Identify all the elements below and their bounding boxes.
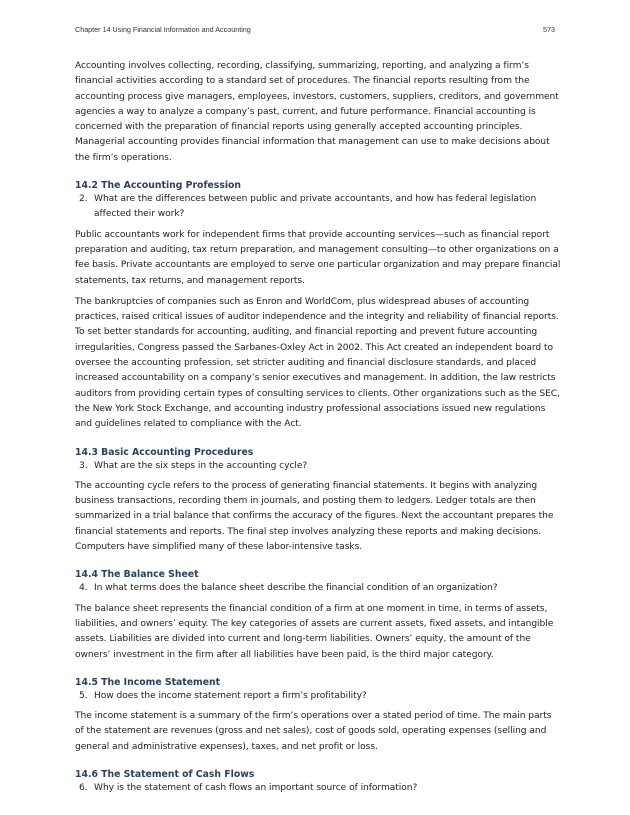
question-number: 3. <box>79 460 88 471</box>
review-question <box>75 192 561 223</box>
question-text: What are the six steps in the accounting cycle? <box>94 460 308 471</box>
question-text: What are the differences between public and private accountants, and how has federal legislation affected their work? <box>94 194 537 220</box>
section-heading: 14.4 The Balance Sheet <box>75 569 199 581</box>
section-balance-sheet <box>75 568 561 662</box>
section-heading: 14.2 The Accounting Profession <box>75 180 242 192</box>
section-heading: 14.3 Basic Accounting Procedures <box>75 446 254 458</box>
intro-paragraph: Accounting involves collecting, recording, classifying, summarizing, reporting, and analyzing a firm’s financial activities according to a standard set of procedures. The financial reports resulting from the accounting process give managers, employees, investors, customers, suppliers, creditors, and government agencies a way to analyze a company’s past, current, and future performance. Financial accounting is concerned with the preparation of financial reports using generally accepted accounting principles. Managerial accounting provides financial information that management can use to make decisions about the firm’s operations. <box>75 61 559 163</box>
answer-paragraph: The income statement is a summary of the firm’s operations over a stated period of time. The main parts of the statement are revenues (gross and net sales), cost of goods sold, operating expenses (selling and general and administrative expenses), taxes, and net profit or loss. <box>75 711 552 752</box>
question-text: In what terms does the balance sheet describe the financial condition of an organization? <box>94 583 498 594</box>
review-question <box>75 459 561 474</box>
section-income-statement <box>75 676 561 755</box>
review-question <box>75 581 561 596</box>
section-heading: 14.5 The Income Statement <box>75 676 221 688</box>
section-accounting-profession <box>75 179 561 432</box>
answer-paragraph: The balance sheet represents the financial condition of a firm at one moment in time, in terms of assets, liabilities, and owners’ equity. The key categories of assets are current assets, fixed assets, and intangible assets. Liabilities are divided into current and long-term liabilities. Owners’ equity, the amount of the owners’ investment in the firm after all liabilities have been paid, is the third major category. <box>75 603 554 660</box>
question-text: Why is the statement of cash flows an important source of information? <box>94 782 418 793</box>
section-statement-of-cash-flows <box>75 768 561 796</box>
question-text: How does the income statement report a firm’s profitability? <box>94 690 367 701</box>
running-header <box>75 25 555 37</box>
chapter-title: Chapter 14 Using Financial Information and Accounting <box>75 25 251 34</box>
question-number: 6. <box>79 782 88 793</box>
question-number: 5. <box>79 690 88 701</box>
page-number: 573 <box>543 25 555 34</box>
section-basic-accounting-procedures <box>75 446 561 556</box>
question-number: 2. <box>79 194 88 205</box>
review-question <box>75 781 561 796</box>
question-number: 4. <box>79 583 88 594</box>
review-question <box>75 689 561 704</box>
page-body <box>75 59 561 801</box>
section-heading: 14.6 The Statement of Cash Flows <box>75 768 255 780</box>
answer-paragraph: Public accountants work for independent firms that provide accounting services—such as financial report preparation and auditing, tax return preparation, and management consulting—to other organizations on a fee basis. Private accountants are employed to serve one particular organization and may prepare financial statements, tax returns, and management reports. <box>75 229 561 286</box>
answer-paragraph: The bankruptcies of companies such as Enron and WorldCom, plus widespread abuses of accounting practices, raised critical issues of auditor independence and the integrity and reliability of financial reports. To set better standards for accounting, auditing, and financial reporting and prevent future accounting irregularities, Congress passed the Sarbanes-Oxley Act in 2002. This Act created an independent board to oversee the accounting profession, set stricter auditing and financial disclosure standards, and placed increased accountability on a company’s senior executives and management. In addition, the law restricts auditors from providing certain types of consulting services to clients. Other organizations such as the SEC, the New York Stock Exchange, and accounting industry professional associations issued new regulations and guidelines related to compliance with the Act. <box>75 296 560 430</box>
answer-paragraph: The accounting cycle refers to the process of generating financial statements. It begins with analyzing business transactions, recording them in journals, and posting them to ledgers. Ledger totals are then summarized in a trial balance that confirms the accuracy of the figures. Next the accountant prepares the financial statements and reports. The final step involves analyzing these reports and making decisions. Computers have simplified many of these labor-intensive tasks. <box>75 480 554 553</box>
